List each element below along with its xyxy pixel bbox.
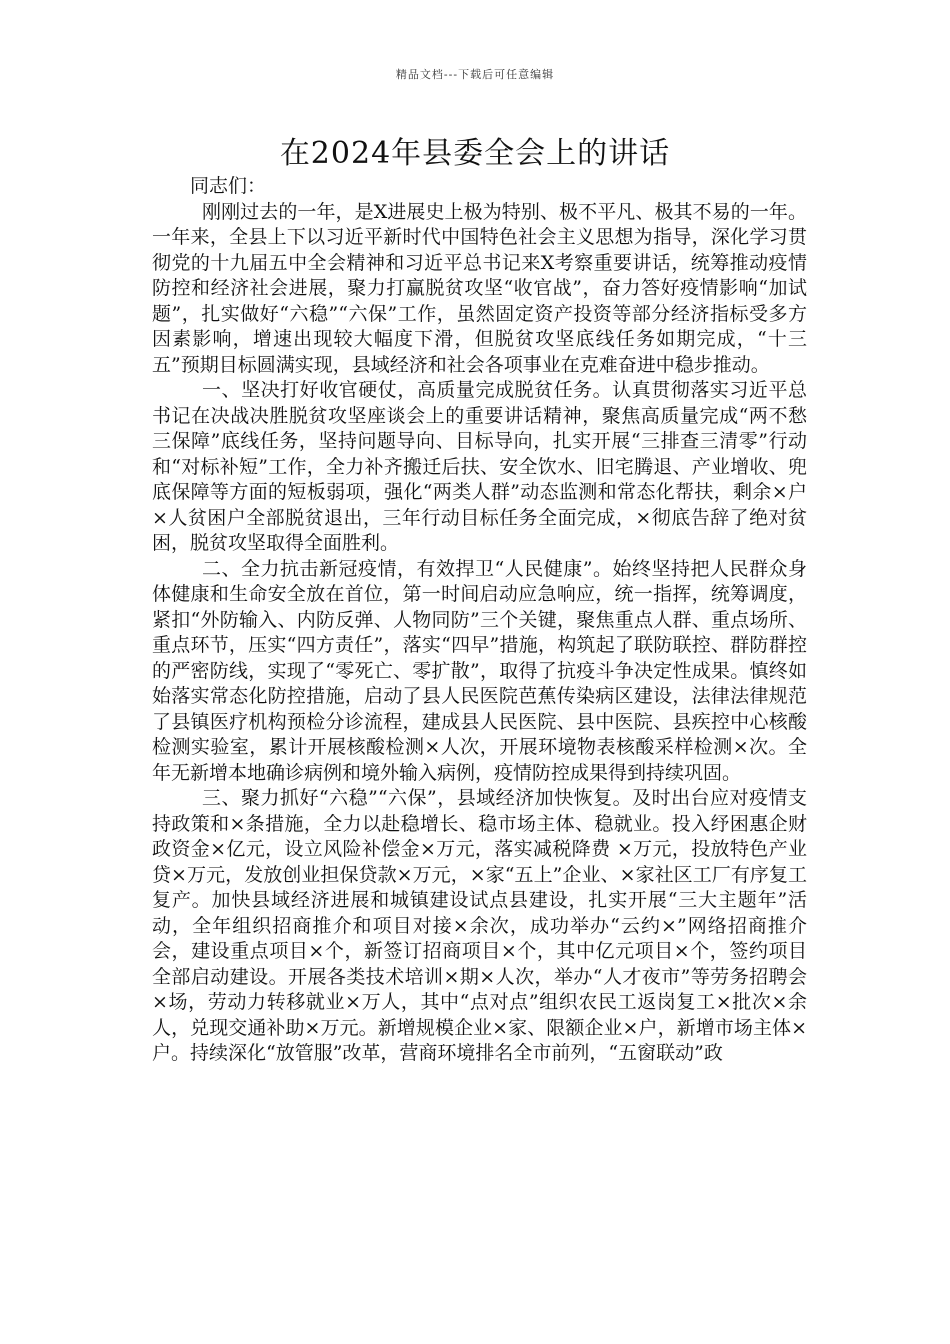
paragraph-epidemic: 二、全力抗击新冠疫情，有效捍卫“人民健康”。始终坚持把人民群众身体健康和生命安全放在首位，第一时间启动应急响应，统一指挥，统筹调度，紧扣“外防输入、内防反弹、人物同防”三个关键，聚焦重点人群、重点场所、重点环节，压实“四方责任”，落实“四早”措施，构筑起了联防联控、群防群控的严密防线，实现了“零死亡、零扩散”，取得了抗疫斗争决定性成果。慎终如始落实常态化防控措施，启动了县人民医院芭蕉传染病区建设，法律法律规范了县镇医疗机构预检分诊流程，建成县人民医院、县中医院、县疾控中心核酸检测实验室，累计开展核酸检测×人次，开展环境物表核酸采样检测×次。全年无新增本地确诊病例和境外输入病例，疫情防控成果得到持续巩固。 [152, 557, 807, 784]
paragraph-intro: 刚刚过去的一年，是X进展史上极为特别、极不平凡、极其不易的一年。一年来，全县上下以习近平新时代中国特色社会主义思想为指导，深化学习贯彻党的十九届五中全会精神和习近平总书记来X考察重要讲话，统筹推动疫情防控和经济社会进展，聚力打赢脱贫攻坚“收官战”，奋力答好疫情影响“加试题”，扎实做好“六稳”“六保”工作，虽然固定资产投资等部分经济指标受多方因素影响，增速出现较大幅度下滑，但脱贫攻坚底线任务如期完成，“十三五”预期目标圆满实现，县域经济和社会各项事业在克难奋进中稳步推动。 [152, 200, 807, 376]
page-header: 精品文档---下载后可任意编辑 [395, 68, 555, 81]
document-body [152, 174, 807, 1067]
speech-title: 在2024年县委全会上的讲话 [279, 136, 671, 171]
paragraph-poverty: 一、坚决打好收官硬仗，高质量完成脱贫任务。认真贯彻落实习近平总书记在决战决胜脱贫攻坚座谈会上的重要讲话精神，聚焦高质量完成“两不愁三保障”底线任务，坚持问题导向、目标导向，扎实开展“三排查三清零”行动和“对标补短”工作，全力补齐搬迁后扶、安全饮水、旧宅腾退、产业增收、兜底保障等方面的短板弱项，强化“两类人群”动态监测和常态化帮扶，剩余×户×人贫困户全部脱贫退出，三年行动目标任务全面完成，×彻底告辞了绝对贫困，脱贫攻坚取得全面胜利。 [152, 379, 807, 554]
salutation: 同志们： [190, 175, 267, 197]
paragraph-economy: 三、聚力抓好“六稳”“六保”，县域经济加快恢复。及时出台应对疫情支持政策和×条措施，全力以赴稳增长、稳市场主体、稳就业。投入纾困惠企财政资金×亿元，设立风险补偿金×万元，落实减税降费 ×万元，投放特色产业贷×万元，发放创业担保贷款×万元，×家“五上”企业、×家社区工厂有序复工复产。加快县域经济进展和城镇建设试点县建设，扎实开展“三大主题年”活动，全年组织招商推介和项目对接×余次，成功举办“云约×”网络招商推介会，建设重点项目×个，新签订招商项目×个，其中亿元项目×个，签约项目全部启动建设。开展各类技术培训×期×人次，举办“人才夜市”等劳务招聘会×场，劳动力转移就业×万人，其中“点对点”组织农民工返岗复工×批次×余人，兑现交通补助×万元。新增规模企业×家、限额企业×户，新增市场主体×户。持续深化“放管服”改革，营商环境排名全市前列，“五窗联动”政 [152, 787, 807, 1064]
